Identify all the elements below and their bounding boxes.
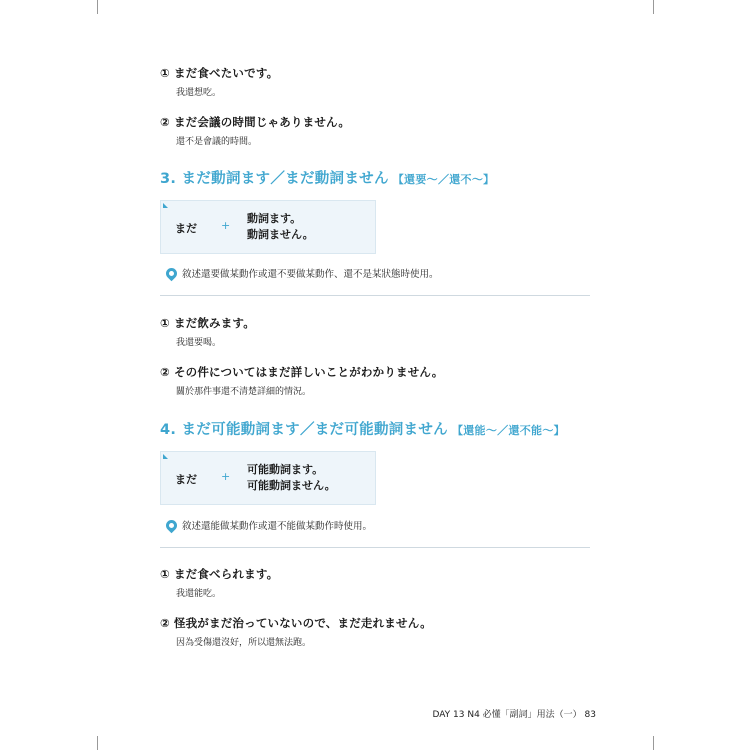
location-pin-icon [164,518,180,534]
example-sentence: ① まだ飲みます。 [160,316,255,330]
corner-marker [163,203,168,208]
crop-mark [97,0,98,14]
example-translation: 還不是會議的時間。 [176,137,258,147]
example-translation: 我還要喝。 [176,338,222,348]
plus-sign: + [221,219,231,232]
formula-form: 動詞ません。 [247,228,314,241]
example-sentence: ② まだ会議の時間じゃありません。 [160,115,351,129]
formula-forms [247,462,336,494]
formula-form: 可能動詞ます。 [247,463,324,476]
crop-mark [97,736,98,750]
formula-form: 可能動詞ません。 [247,479,336,492]
corner-marker [163,454,168,459]
usage-note: 敘述還要做某動作或還不要做某動作、還不是某狀態時使用。 [166,266,439,280]
example-sentence: ① まだ食べられます。 [160,567,279,581]
divider [160,547,590,548]
page-footer: DAY 13 N4 必懂「副詞」用法（一） 83 [432,710,596,720]
example-translation: 我還想吃。 [176,88,222,98]
grammar-formula-box [160,451,376,505]
divider [160,295,590,296]
formula-base: まだ [175,222,197,235]
formula-form: 動詞ます。 [247,212,302,225]
formula-base: まだ [175,473,197,486]
formula-forms [247,211,314,243]
plus-sign: + [221,470,231,483]
usage-note: 敘述還能做某動作或還不能做某動作時使用。 [166,518,372,532]
section-title: 4. まだ可能動詞ます／まだ可能動詞ません 【還能～／還不能～】 [160,422,565,438]
grammar-formula-box [160,200,376,254]
section-title: 3. まだ動詞ます／まだ動詞ません 【還要～／還不～】 [160,171,495,187]
example-translation: 我還能吃。 [176,589,222,599]
example-sentence: ② 怪我がまだ治っていないので、まだ走れません。 [160,616,432,630]
example-translation: 因為受傷還沒好，所以還無法跑。 [176,638,312,648]
crop-mark [653,0,654,14]
location-pin-icon [164,266,180,282]
example-sentence: ① まだ食べたいです。 [160,66,279,80]
example-sentence: ② その件についてはまだ詳しいことがわかりません。 [160,365,444,379]
crop-mark [653,736,654,750]
example-translation: 關於那件事還不清楚詳細的情況。 [176,387,312,397]
